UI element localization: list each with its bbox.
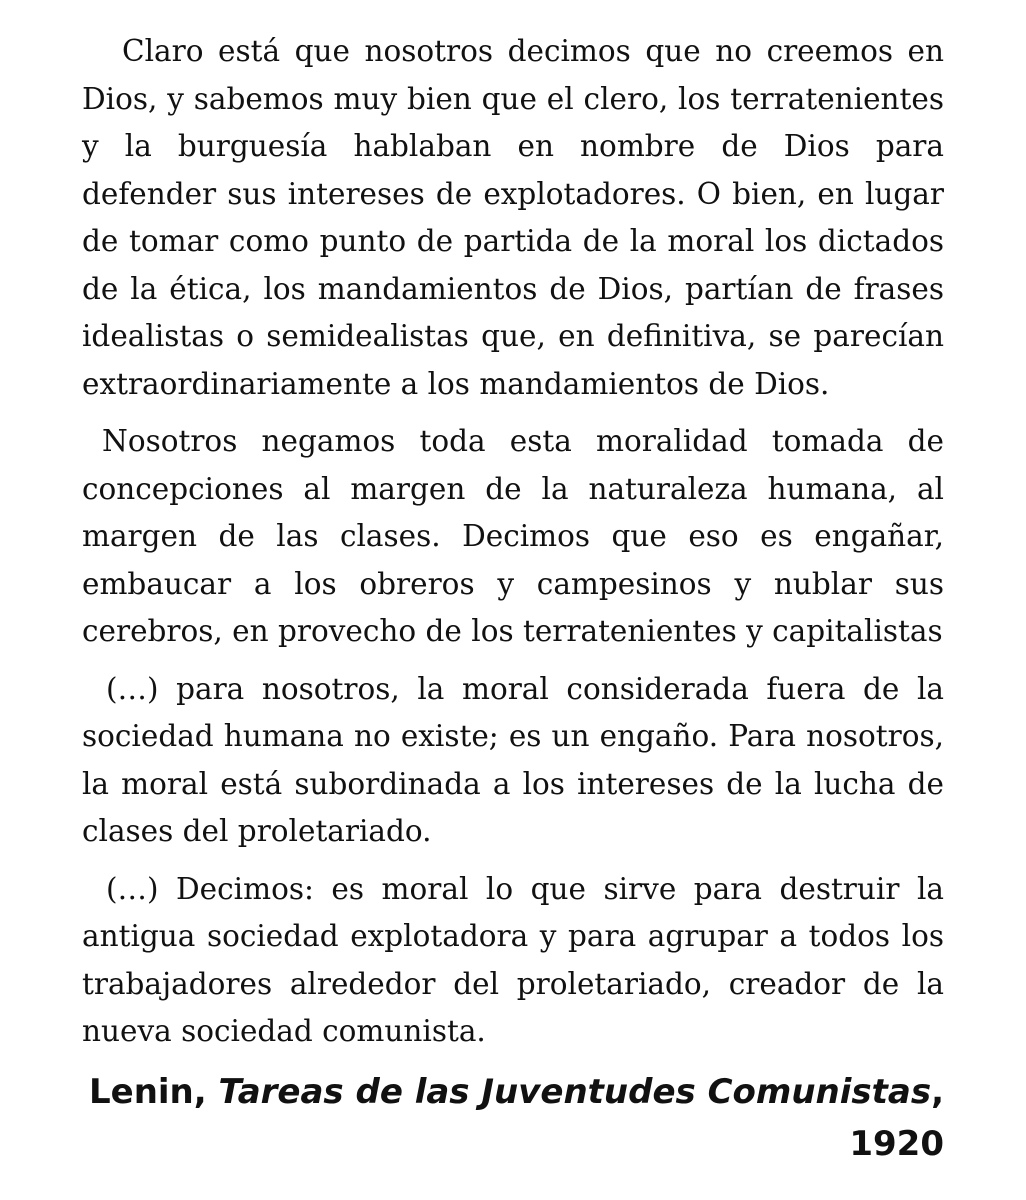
document-page [82, 28, 944, 1170]
attribution-author: Lenin, [88, 1071, 207, 1112]
paragraph-2: Nosotros negamos toda esta moralidad tomada de concepciones al margen de la naturaleza humana, al margen de las clases. Decimos que eso es engañar, embaucar a los obreros y campesinos y nublar sus cerebros, en provecho de los terratenientes y capitalistas [82, 424, 944, 648]
attribution [82, 1066, 944, 1170]
paragraph-3: (…) para nosotros, la moral considerada fuera de la sociedad humana no existe; es un engaño. Para nosotros, la moral está subordinada a los intereses de la lucha de clases del proletariado. [82, 671, 944, 848]
attribution-work-title: Tareas de las Juventudes Comunistas [218, 1071, 932, 1112]
paragraph-1: Claro está que nosotros decimos que no creemos en Dios, y sabemos muy bien que el clero, los terratenientes y la burguesía hablaban en nombre de Dios para defender sus intereses de explotadores. O bien, en lugar de tomar como punto de partida de la moral los dictados de la ética, los mandamientos de Dios, partían de frases idealistas o semidealistas que, en definitiva, se parecían extraordinariamente a los mandamientos de Dios. [82, 34, 944, 401]
paragraph-4: (…) Decimos: es moral lo que sirve para destruir la antigua sociedad explotadora y para agrupar a todos los trabajadores alrededor del proletariado, creador de la nueva sociedad comunista. [82, 871, 944, 1048]
attribution-separator: , [931, 1071, 944, 1112]
attribution-year: 1920 [849, 1123, 944, 1164]
